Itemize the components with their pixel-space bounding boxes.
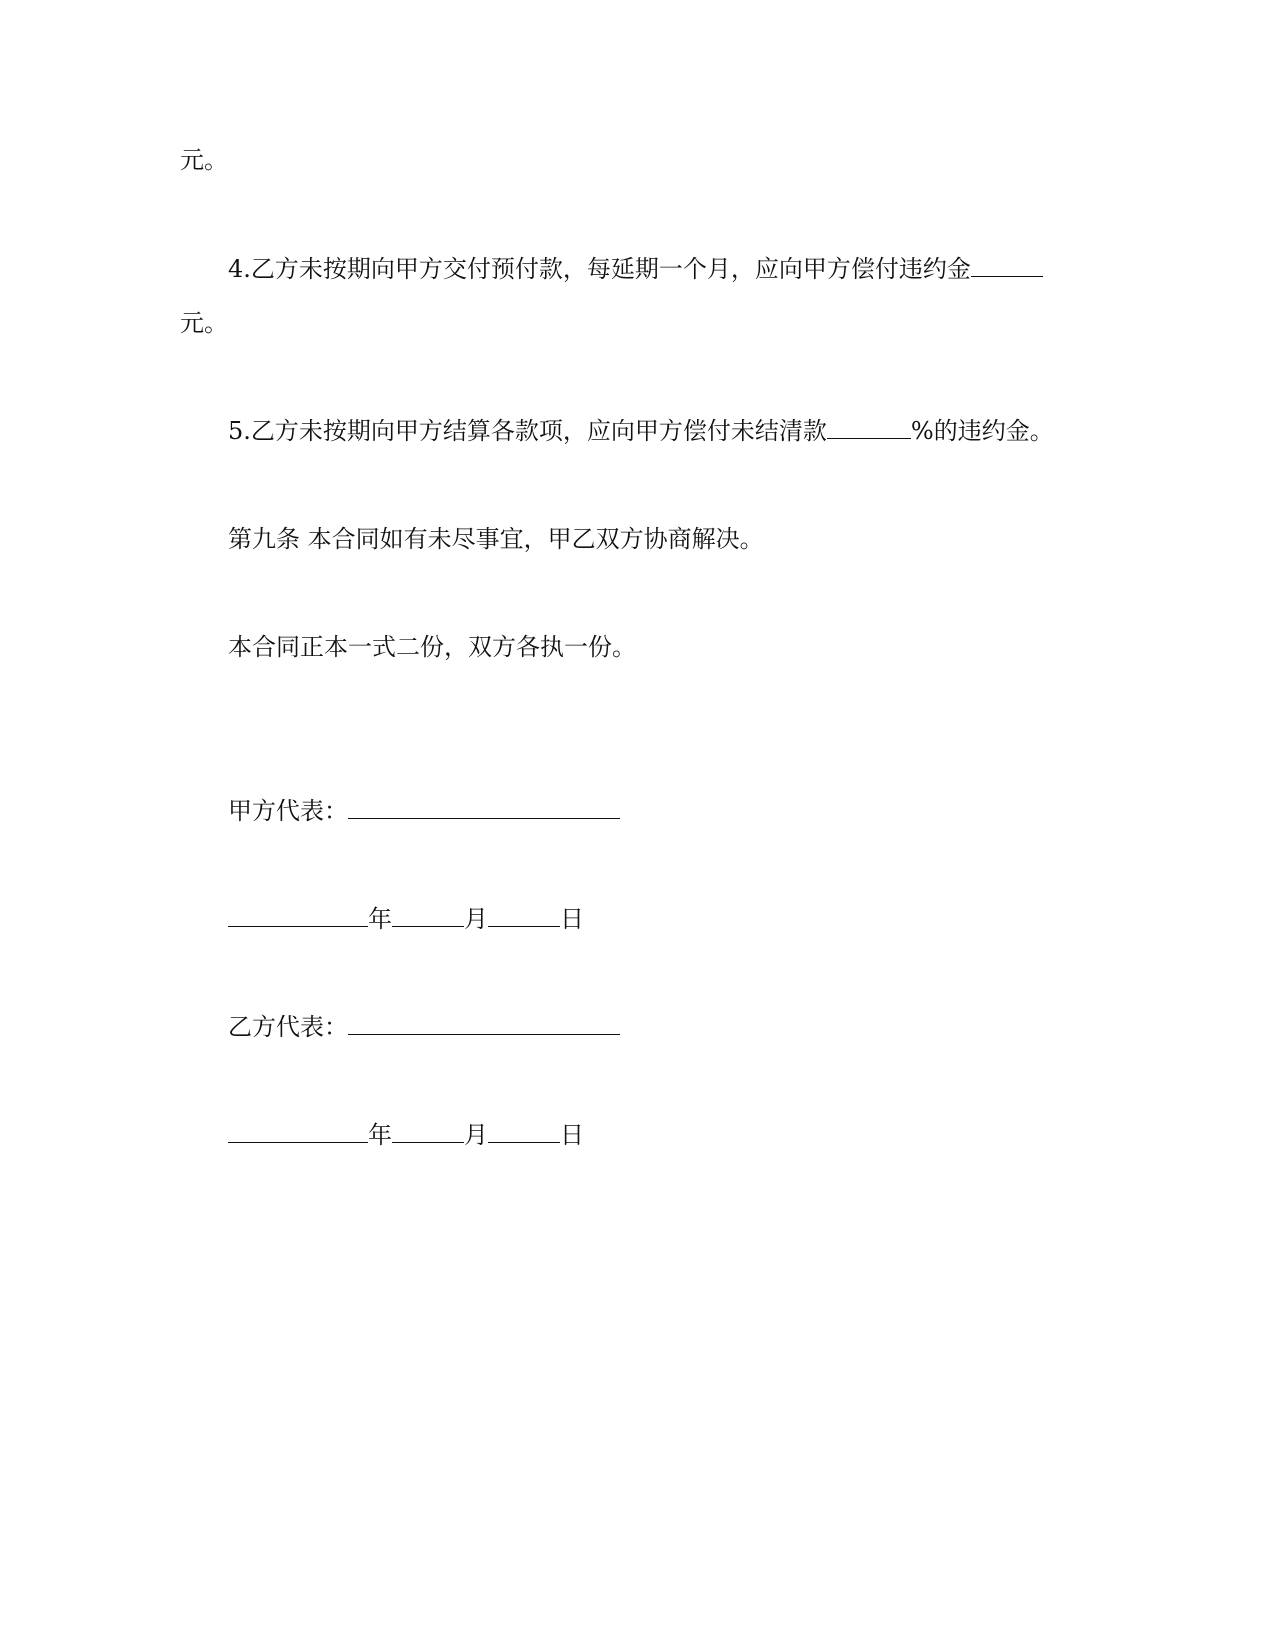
party-b-date <box>228 1121 584 1149</box>
clause-5-text-after: %的违约金。 <box>910 417 1054 445</box>
article-9-text: 第九条 本合同如有未尽事宜，甲乙双方协商解决。 <box>228 525 764 553</box>
penalty-percent-blank <box>827 418 911 439</box>
party-a-month-label: 月 <box>464 905 488 933</box>
party-b-year-label: 年 <box>368 1121 392 1149</box>
clause-5 <box>228 417 1054 445</box>
party-a-signature <box>228 797 620 825</box>
party-b-day-blank <box>488 1122 560 1143</box>
party-b-label: 乙方代表： <box>228 1013 348 1041</box>
party-b-signature-line <box>348 1014 620 1035</box>
party-a-year-blank <box>228 906 368 927</box>
party-b-month-blank <box>392 1122 464 1143</box>
party-a-day-label: 日 <box>560 905 584 933</box>
article-9 <box>228 525 764 553</box>
continuation-text: 元。 <box>180 146 228 174</box>
party-a-label: 甲方代表： <box>228 797 348 825</box>
copies-clause <box>228 633 636 661</box>
party-b-day-label: 日 <box>560 1121 584 1149</box>
party-b-month-label: 月 <box>464 1121 488 1149</box>
clause-4 <box>228 255 1043 283</box>
party-a-month-blank <box>392 906 464 927</box>
penalty-amount-blank <box>971 256 1043 277</box>
clause-4-continuation <box>180 309 228 337</box>
clause-5-text-before: 5.乙方未按期向甲方结算各款项，应向甲方偿付未结清款 <box>228 417 827 445</box>
party-a-year-label: 年 <box>368 905 392 933</box>
paragraph-continuation <box>180 146 228 174</box>
party-a-day-blank <box>488 906 560 927</box>
party-b-year-blank <box>228 1122 368 1143</box>
copies-text: 本合同正本一式二份，双方各执一份。 <box>228 633 636 661</box>
party-b-signature <box>228 1013 620 1041</box>
clause-4-text: 4.乙方未按期向甲方交付预付款，每延期一个月，应向甲方偿付违约金 <box>228 255 971 283</box>
clause-4-continuation-text: 元。 <box>180 309 228 337</box>
party-a-date <box>228 905 584 933</box>
party-a-signature-line <box>348 798 620 819</box>
